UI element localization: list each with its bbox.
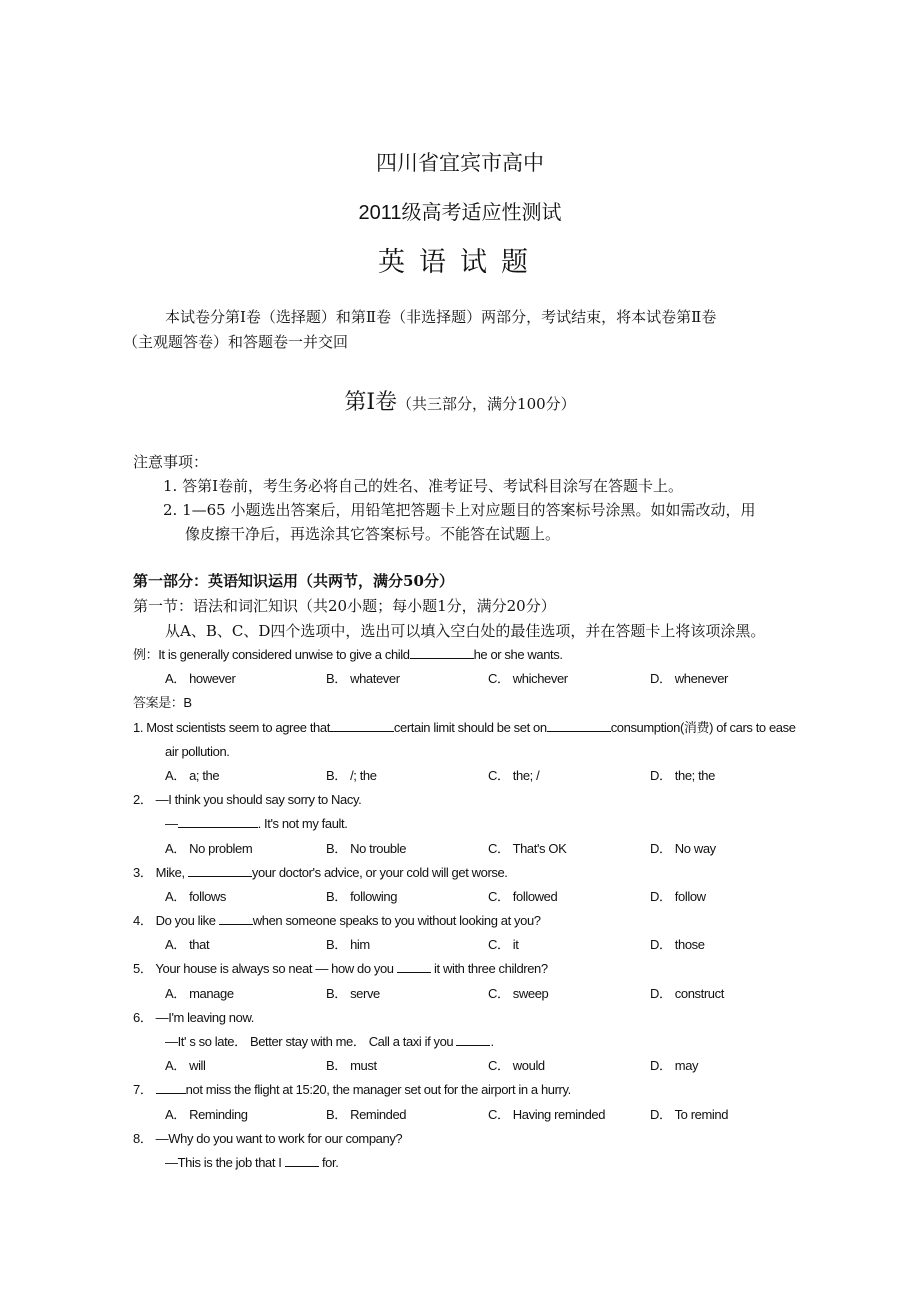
text-segment: it with three children?: [430, 961, 548, 977]
text-segment: certain limit should be set on: [393, 719, 547, 735]
option-a: A． however: [165, 671, 236, 687]
question-text: [133, 1006, 254, 1030]
option-b: B． following: [326, 888, 398, 904]
section1-heading: 第一节：语法和词汇知识（共20小题；每小题1分，满分20分）: [133, 597, 556, 615]
option-d: D． may: [650, 1058, 699, 1074]
intro-line-2: （主观题答卷）和答题卷一并交回: [123, 333, 349, 351]
text-segment: 5． Your house is always so neat — how do you: [133, 961, 397, 977]
option-b: B． must: [326, 1058, 377, 1074]
question-line: [0, 1078, 920, 1102]
text-segment: 3． Mike,: [133, 864, 188, 880]
option-b: B． Reminded: [326, 1106, 407, 1122]
question-line: [0, 740, 920, 764]
notice-item-2: 2. 1—65 小题选出答案后，用铅笔把答题卡上对应题目的答案标号涂黑。如如需改动，用: [163, 501, 756, 519]
text-segment: when someone speaks to you without looking at you?: [252, 913, 541, 929]
option-b: B． whatever: [326, 671, 400, 687]
options-row: [0, 933, 920, 957]
notice-item-1: 1. 答第Ⅰ卷前，考生务必将自己的姓名、准考证号、考试科目涂写在答题卡上。: [163, 477, 684, 495]
volume-heading: [0, 385, 920, 416]
text-segment: not miss the flight at 15:20, the manager set out for the airport in a hurry.: [185, 1082, 571, 1098]
question-text: [133, 643, 563, 667]
option-a: A． a; the: [165, 767, 220, 783]
options-row: [0, 764, 920, 788]
text-segment: 例：It is generally considered unwise to give a child: [133, 647, 410, 662]
options-row: [0, 667, 920, 691]
text-segment: your doctor's advice, or your cold will get worse.: [251, 864, 508, 880]
option-c: C． Having reminded: [488, 1106, 606, 1122]
answer-blank: [456, 1031, 490, 1046]
question-text: [165, 812, 347, 836]
question-text: [133, 861, 508, 885]
question-text: [133, 909, 541, 933]
answer-blank: [219, 910, 253, 925]
option-d: D． whenever: [650, 671, 728, 687]
answer-blank: [330, 717, 394, 732]
option-d: D． follow: [650, 888, 706, 904]
question-line: [0, 957, 920, 981]
answer-blank: [410, 644, 474, 659]
school-title: 四川省宜宾市高中: [376, 151, 544, 175]
text-segment: consumption(消费) of cars to ease: [610, 719, 796, 735]
answer-blank: [397, 958, 431, 973]
volume-note: （共三部分，满分100分）: [397, 395, 576, 413]
question-line: [0, 812, 920, 836]
exam-title-text: 级高考适应性测试: [401, 200, 562, 224]
text-segment: 1. Most scientists seem to agree that: [133, 719, 330, 735]
text-segment: —This is the job that I: [165, 1154, 285, 1170]
question-line: [0, 1006, 920, 1030]
option-a: A． will: [165, 1058, 206, 1074]
question-text: [133, 691, 192, 715]
question-text: [133, 788, 361, 812]
option-d: D． those: [650, 937, 705, 953]
text-segment: 2． —I think you should say sorry to Nacy.: [133, 792, 362, 808]
question-line: [0, 788, 920, 812]
option-c: C． would: [488, 1058, 545, 1074]
option-b: B． /; the: [326, 767, 377, 783]
answer-blank: [547, 717, 611, 732]
option-a: A． No problem: [165, 840, 253, 856]
option-a: A． follows: [165, 888, 227, 904]
text-segment: for.: [318, 1154, 339, 1170]
volume-title: 第Ⅰ卷: [344, 390, 398, 415]
question-line: [0, 909, 920, 933]
question-line: [0, 643, 920, 667]
answer-blank: [156, 1079, 186, 1094]
notice-heading: 注意事项：: [133, 453, 209, 471]
option-c: C． sweep: [488, 985, 549, 1001]
question-text: [133, 1078, 571, 1102]
options-row: [0, 1103, 920, 1127]
option-a: A． manage: [165, 985, 234, 1001]
year: 2011: [358, 202, 402, 224]
text-segment: 6． —I'm leaving now.: [133, 1009, 254, 1025]
answer-blank: [188, 862, 252, 877]
subject-title: 英语试题: [378, 247, 542, 278]
text-segment: 4． Do you like: [133, 913, 219, 929]
options-row: [0, 837, 920, 861]
option-b: B． him: [326, 937, 370, 953]
question-text: [165, 1151, 338, 1175]
text-segment: 7．: [133, 1082, 156, 1098]
text-segment: air pollution.: [165, 743, 230, 759]
question-text: [165, 740, 230, 764]
answer-blank: [285, 1152, 319, 1167]
option-c: C． followed: [488, 888, 558, 904]
option-c: C． the; /: [488, 767, 540, 783]
option-d: D． the; the: [650, 767, 715, 783]
text-segment: . It's not my fault.: [257, 816, 348, 832]
notice-item-2-cont: 像皮擦干净后，再选涂其它答案标号。不能答在试题上。: [185, 525, 561, 543]
option-a: A． that: [165, 937, 210, 953]
question-line: [0, 861, 920, 885]
option-a: A． Reminding: [165, 1106, 248, 1122]
option-c: C． whichever: [488, 671, 568, 687]
section1-instruction: 从A、B、C、D四个选项中，选出可以填入空白处的最佳选项，并在答题卡上将该项涂黑。: [165, 622, 766, 640]
question-list: [0, 643, 920, 1175]
text-segment: 8． —Why do you want to work for our company?: [133, 1130, 403, 1146]
text-segment: —: [165, 816, 178, 832]
option-b: B． No trouble: [326, 840, 407, 856]
question-line: [0, 1151, 920, 1175]
text-segment: —It' s so late． Better stay with me． Call a taxi if you: [165, 1034, 457, 1049]
options-row: [0, 982, 920, 1006]
answer-blank: [178, 813, 258, 828]
text-segment: .: [490, 1034, 494, 1049]
question-line: [0, 1127, 920, 1151]
question-line: [0, 1030, 920, 1054]
options-row: [0, 885, 920, 909]
intro-line-1: 本试卷分第Ⅰ卷（选择题）和第Ⅱ卷（非选择题）两部分，考试结束，将本试卷第Ⅱ卷: [165, 308, 717, 326]
question-text: [133, 716, 796, 740]
text-segment: 答案是：B: [133, 695, 192, 711]
option-d: D． No way: [650, 840, 716, 856]
option-b: B． serve: [326, 985, 380, 1001]
question-line: [0, 716, 920, 740]
intro-paragraph: [123, 305, 793, 355]
question-line: [0, 691, 920, 715]
part1-heading: 第一部分：英语知识运用（共两节，满分50分）: [133, 572, 454, 590]
question-text: [165, 1030, 494, 1054]
option-c: C． it: [488, 937, 519, 953]
option-d: D． construct: [650, 985, 724, 1001]
option-d: D． To remind: [650, 1106, 729, 1122]
option-c: C． That's OK: [488, 840, 567, 856]
text-segment: he or she wants.: [473, 647, 563, 662]
options-row: [0, 1054, 920, 1078]
exam-title: [0, 196, 920, 225]
question-text: [133, 957, 548, 981]
question-text: [133, 1127, 402, 1151]
